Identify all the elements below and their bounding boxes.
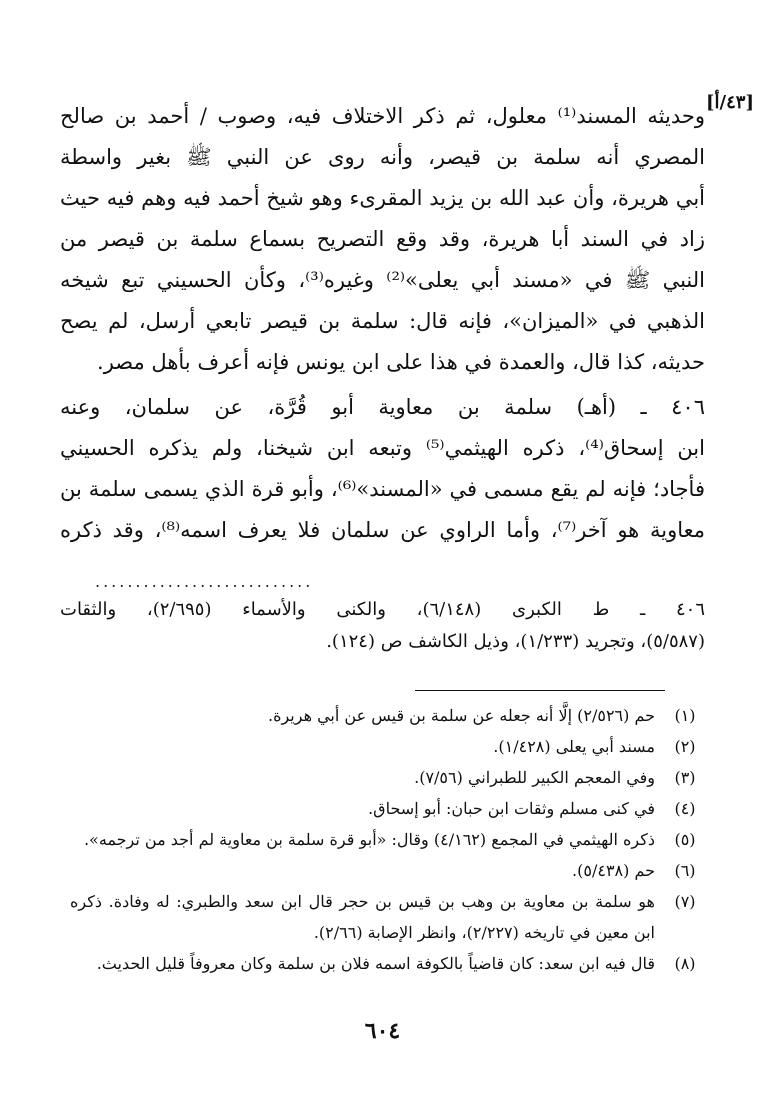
footnote-item	[70, 793, 705, 824]
entry-line: ابن إسحاق⁽⁴⁾، ذكره الهيثمي⁽⁵⁾ وتبعه ابن شيخنا، ولم يذكره الحسيني	[60, 436, 705, 460]
main-line: وحديثه المسند⁽¹⁾ معلول، ثم ذكر الاختلاف فيه، وصوب / أحمد بن صالح	[60, 104, 705, 128]
marginal-reference: [٤٣/أ]	[706, 92, 754, 113]
footnote-item	[70, 731, 705, 762]
entry-line: فأجاد؛ فإنه لم يقع مسمى في «المسند»⁽⁶⁾، وأبو قرة الذي يسمى سلمة بن	[60, 477, 705, 501]
footnote-number: (٢)	[674, 737, 696, 756]
footnote-text: حم (٥/٤٣٨).	[572, 861, 655, 880]
footnote-number: (٦)	[674, 861, 696, 880]
footnote-item	[70, 762, 705, 793]
separator-dots: ...........................	[95, 572, 314, 591]
footnote-number: (٨)	[674, 954, 696, 973]
footnote-text: حم (٢/٥٢٦) إلَّا أنه جعله عن سلمة بن قيس عن أبي هريرة.	[267, 706, 655, 725]
footnote-item	[70, 948, 705, 979]
footnote-divider	[415, 690, 665, 691]
footnote-item	[70, 855, 705, 886]
sources-line: ٤٠٦ ـ ط الكبرى (٦/١٤٨)، والكنى والأسماء (٢/٦٩٥)، والثقات	[60, 599, 706, 620]
footnote-text-continued: ابن معين في تاريخه (٢/٢٢٧)، وانظر الإصابة (٢/٦٦).	[313, 923, 655, 942]
main-line: النبي ﷺ في «مسند أبي يعلى»⁽²⁾ وغيره⁽³⁾، وكأن الحسيني تبع شيخه	[60, 268, 705, 292]
footnote-number: (٤)	[674, 799, 696, 818]
footnote-number: (١)	[674, 706, 696, 725]
footnote-item	[70, 700, 705, 731]
footnote-text: قال فيه ابن سعد: كان قاضياً بالكوفة اسمه فلان بن سلمة وكان معروفاً قليل الحديث.	[96, 954, 655, 973]
footnote-text: هو سلمة بن معاوية بن وهب بن قيس بن حجر قال ابن سعد والطبري: له وفادة. ذكره	[70, 892, 655, 911]
entry-line: ٤٠٦ ـ (أهـ) سلمة بن معاوية أبو قُرَّة، عن سلمان، وعنه	[60, 395, 705, 419]
footnote-item	[70, 886, 705, 948]
main-line: زاد في السند أبا هريرة، وقد وقع التصريح بسماع سلمة بن قيصر من	[60, 227, 705, 251]
sources-line: (٥/٥٨٧)، وتجريد (١/٢٣٣)، وذيل الكاشف ص (١٢٤).	[326, 631, 705, 652]
main-text	[60, 96, 705, 551]
main-line: حديثه، كذا قال، والعمدة في هذا على ابن يونس فإنه أعرف بأهل مصر.	[97, 350, 705, 374]
main-line: الذهبي في «الميزان»، فإنه قال: سلمة بن قيصر تابعي أرسل، لم يصح	[60, 309, 705, 333]
entry-line: معاوية هو آخر⁽⁷⁾، وأما الراوي عن سلمان فلا يعرف اسمه⁽⁸⁾، وقد ذكره	[60, 518, 705, 542]
footnote-text: ذكره الهيثمي في المجمع (٤/١٦٢) وقال: «أبو قرة سلمة بن معاوية لم أجد من ترجمه».	[83, 830, 655, 849]
footnote-number: (٥)	[674, 830, 696, 849]
sources-block	[60, 594, 705, 658]
footnote-text: وفي المعجم الكبير للطبراني (٧/٥٦).	[414, 768, 655, 787]
footnote-item	[70, 824, 705, 855]
footnotes	[70, 700, 705, 979]
footnote-text: في كنى مسلم وثقات ابن حبان: أبو إسحاق.	[368, 799, 655, 818]
main-line: المصري أنه سلمة بن قيصر، وأنه روى عن النبي ﷺ بغير واسطة	[60, 145, 705, 169]
footnote-text: مسند أبي يعلى (١/٤٢٨).	[493, 737, 655, 756]
page-number: ٦٠٤	[364, 1018, 401, 1044]
footnote-number: (٧)	[674, 892, 696, 911]
footnote-number: (٣)	[674, 768, 696, 787]
main-line: أبي هريرة، وأن عبد الله بن يزيد المقرىء وهو شيخ أحمد فيه وهم فيه حيث	[60, 186, 705, 210]
